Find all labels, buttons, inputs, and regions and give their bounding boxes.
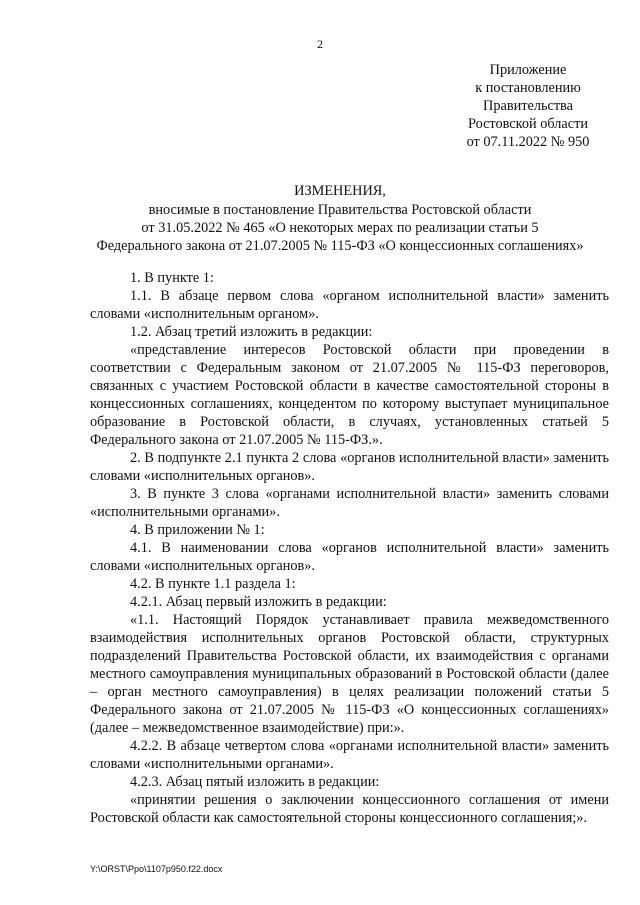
appendix-line: Правительства bbox=[483, 98, 573, 114]
document-body bbox=[90, 269, 609, 827]
paragraph: «представление интересов Ростовской области при проведении в соответствии с Федеральным законом от 21.07.2005 № 115-ФЗ переговоров, связанных с участием Ростовской области в качестве самостоятельной стороны в концессионных соглашениях, концедентом по которому выступает муниципальное образование в Ростовской области, в случаях, установленных статьей 5 Федерального закона от 21.07.2005 № 115-ФЗ.». bbox=[90, 342, 609, 448]
paragraph: 3. В пункте 3 слова «органами исполнительной власти» заменить словами «исполнительными органами». bbox=[90, 486, 609, 520]
title-line: вносимые в постановление Правительства Ростовской области bbox=[148, 202, 532, 218]
paragraph: «1.1. Настоящий Порядок устанавливает правила межведомственного взаимодействия исполнительных органов Ростовской области, структурных подразделений Правительства Ростовской области, их взаимодействия с органами местного самоуправления муниципальных образований в Ростовской области (далее – орган местного самоуправления) в целях реализации положений статьи 5 Федерального закона от 21.07.2005 № 115-ФЗ «О концессионных соглашениях» (далее – межведомственное взаимодействие) при:». bbox=[90, 612, 609, 736]
title-line: Федерального закона от 21.07.2005 № 115-ФЗ «О концессионных соглашениях» bbox=[96, 238, 584, 254]
appendix-line: от 07.11.2022 № 950 bbox=[466, 134, 590, 150]
paragraph: 1. В пункте 1: bbox=[130, 270, 214, 286]
paragraph: «принятии решения о заключении концессионного соглашения от имени Ростовской области как самостоятельной стороны концессионного соглашения;». bbox=[90, 792, 609, 826]
paragraph: 1.1. В абзаце первом слова «органом исполнительной власти» заменить словами «исполнительным органом». bbox=[90, 288, 609, 322]
file-path-footer: Y:\ORST\Ppo\1107p950.f22.docx bbox=[90, 864, 223, 874]
paragraph: 4.2.1. Абзац первый изложить в редакции: bbox=[130, 594, 387, 610]
appendix-line: Приложение bbox=[489, 62, 567, 78]
appendix-line: Ростовской области bbox=[467, 116, 589, 132]
document-title bbox=[70, 182, 610, 255]
paragraph: 4.2.2. В абзаце четвертом слова «органами исполнительной власти» заменить словами «исполнительными органами». bbox=[90, 738, 609, 772]
title-heading: ИЗМЕНЕНИЯ, bbox=[294, 183, 386, 199]
paragraph: 4.2. В пункте 1.1 раздела 1: bbox=[130, 576, 296, 592]
page-number: 2 bbox=[317, 37, 323, 51]
title-line: от 31.05.2022 № 465 «О некоторых мерах по реализации статьи 5 bbox=[141, 220, 539, 236]
paragraph: 4.2.3. Абзац пятый изложить в редакции: bbox=[130, 774, 380, 790]
paragraph: 1.2. Абзац третий изложить в редакции: bbox=[130, 324, 373, 340]
appendix-line: к постановлению bbox=[475, 80, 581, 96]
paragraph: 4.1. В наименовании слова «органов исполнительной власти» заменить словами «исполнительных органов». bbox=[90, 540, 609, 574]
paragraph: 2. В подпункте 2.1 пункта 2 слова «органов исполнительной власти» заменить словами «исполнительных органов». bbox=[90, 450, 609, 484]
appendix-block bbox=[420, 61, 636, 151]
paragraph: 4. В приложении № 1: bbox=[130, 522, 265, 538]
